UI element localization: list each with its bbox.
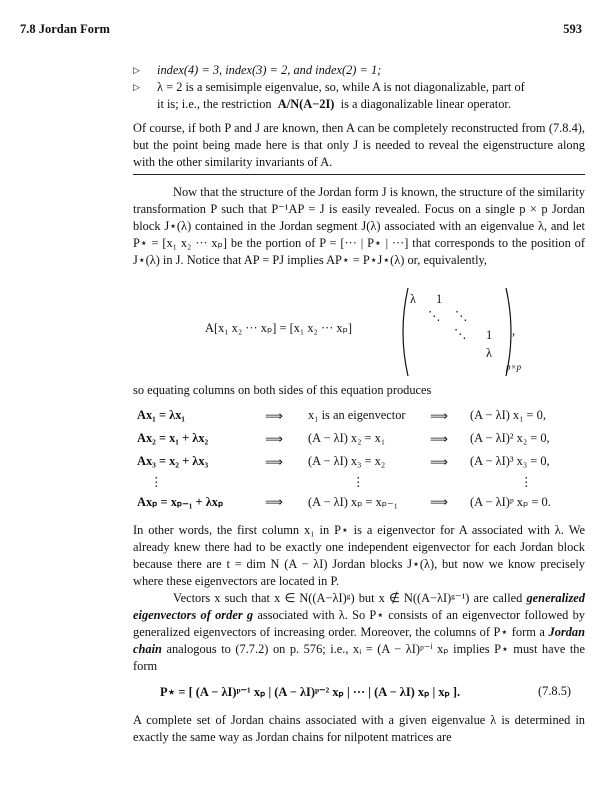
paragraph-generalized: Vectors x such that x ∈ N((A−λI)ᵍ) but x ∉ N((A−λI)ᵍ⁻¹) are called generalized eigenvectors of order g associated with λ. So P⋆ consists of an eigenvector followed by generalized eigenvectors of increasing order. Moreover, the columns of P⋆ form a Jordan chain analogous to (7.7.2) on p. 576; i.e., xᵢ = (A − λI)ᵖ⁻ⁱ xₚ implies P⋆ must have the form [133, 591, 585, 673]
term-generalized-eigenvectors: generalized eigenvectors of order g [133, 591, 585, 622]
implies-arrow: ⟹ [265, 432, 283, 446]
paragraph-complete-set: A complete set of Jordan chains associated with a given eigenvalue λ is determined in exactly the same way as Jordan chains for nilpotent matrices are [133, 713, 585, 744]
matrix-one-1: 1 [436, 292, 443, 306]
paragraph-reconstruct: Of course, if both P and J are known, then A can be completely reconstructed from (7.8.4), but the point being made here is that only J is needed to reveal the eigenstructure along with the other similarity invariants of A. [133, 121, 585, 169]
matrix-size-subscript: p×p [506, 362, 522, 372]
vdots-right: ⋮ [520, 475, 533, 489]
eq2-left: Ax₂ = x₁ + λx₂ [137, 431, 209, 445]
implies-arrow: ⟹ [265, 409, 283, 423]
term-jordan-chain: Jordan chain [133, 625, 585, 656]
eq2-mid: (A − λI) x₂ = x₁ [308, 431, 386, 445]
implies-arrow: ⟹ [430, 495, 448, 509]
eq1-mid: x₁ is an eigenvector [308, 408, 406, 422]
eq3-right: (A − λI)³ x₃ = 0, [470, 454, 550, 468]
implies-arrow: ⟹ [265, 495, 283, 509]
matrix-lambda-last: λ [486, 346, 493, 360]
matrix-comma: , [512, 324, 516, 338]
eqp-left: Axₚ = xₚ₋₁ + λxₚ [137, 495, 224, 509]
display-equation: P⋆ = [ (A − λI)ᵖ⁻¹ xₚ | (A − λI)ᵖ⁻² xₚ | ··· | (A − λI) xₚ | xₚ ]. [160, 685, 461, 699]
matrix-lambda-1: λ [410, 292, 417, 306]
matrix-ddots-diag: ⋱ [428, 309, 441, 323]
bullet-marker: ▷ [133, 83, 140, 93]
matrix-ddots-lower: ⋱ [454, 327, 467, 341]
running-header [20, 22, 590, 38]
vdots-left: ⋮ [150, 475, 163, 489]
implies-arrow: ⟹ [430, 409, 448, 423]
implies-arrow: ⟹ [430, 455, 448, 469]
bullet-marker: ▷ [133, 66, 140, 76]
paragraph-structure: Now that the structure of the Jordan form J is known, the structure of the similarity transformation P such that P⁻¹AP = J is easily revealed. Focus on a single p × p Jordan block J⋆(λ) contained in the Jordan segment J(λ) associated with an eigenvalue λ, and let P⋆ = [x₁ x₂ ··· xₚ] be the portion of P = [··· | P⋆ | ···] that corresponds to the position of J⋆(λ) in J. Notice that AP = PJ implies AP⋆ = P⋆J⋆(λ) or, equivalently, [133, 185, 585, 267]
matrix-one-last: 1 [486, 328, 493, 342]
paragraph-equating: so equating columns on both sides of this equation produces [133, 383, 432, 397]
eq1-right: (A − λI) x₁ = 0, [470, 408, 546, 422]
matrix-eq-lhs: A[x₁ x₂ ··· xₚ] = [x₁ x₂ ··· xₚ] [205, 321, 353, 335]
bullet-semisimple: λ = 2 is a semisimple eigenvalue, so, while A is not diagonalizable, part of it is; i.e., the restriction A/N(A−2I) is a diagonalizable linear operator. [157, 80, 525, 111]
matrix-ddots-super: ⋱ [455, 309, 468, 323]
eqp-mid: (A − λI) xₚ = xₚ₋₁ [308, 495, 398, 509]
eqp-right: (A − λI)ᵖ xₚ = 0. [470, 495, 551, 509]
eq3-left: Ax₃ = x₂ + λx₃ [137, 454, 209, 468]
bullet-index: index(4) = 3, index(3) = 2, and index(2) = 1; [157, 63, 382, 77]
vdots-mid: ⋮ [352, 475, 365, 489]
page-number: 593 [563, 22, 582, 36]
section-title: 7.8 Jordan Form [20, 22, 110, 36]
eq1-left: Ax₁ = λx₁ [137, 408, 186, 422]
eq2-right: (A − λI)² x₂ = 0, [470, 431, 550, 445]
eq3-mid: (A − λI) x₃ = x₂ [308, 454, 386, 468]
paragraph-in-other-words: In other words, the first column x₁ in P⋆ is a eigenvector for A associated with λ. We already knew there had to be exactly one independent eigenvector for each Jordan block because there are t = dim N (A − λI) Jordan blocks J⋆(λ), but now we know precisely where these eigenvectors are located in P. [133, 523, 585, 588]
implies-arrow: ⟹ [430, 432, 448, 446]
implies-arrow: ⟹ [265, 455, 283, 469]
divider [133, 174, 585, 175]
equation-number: (7.8.5) [538, 684, 572, 698]
